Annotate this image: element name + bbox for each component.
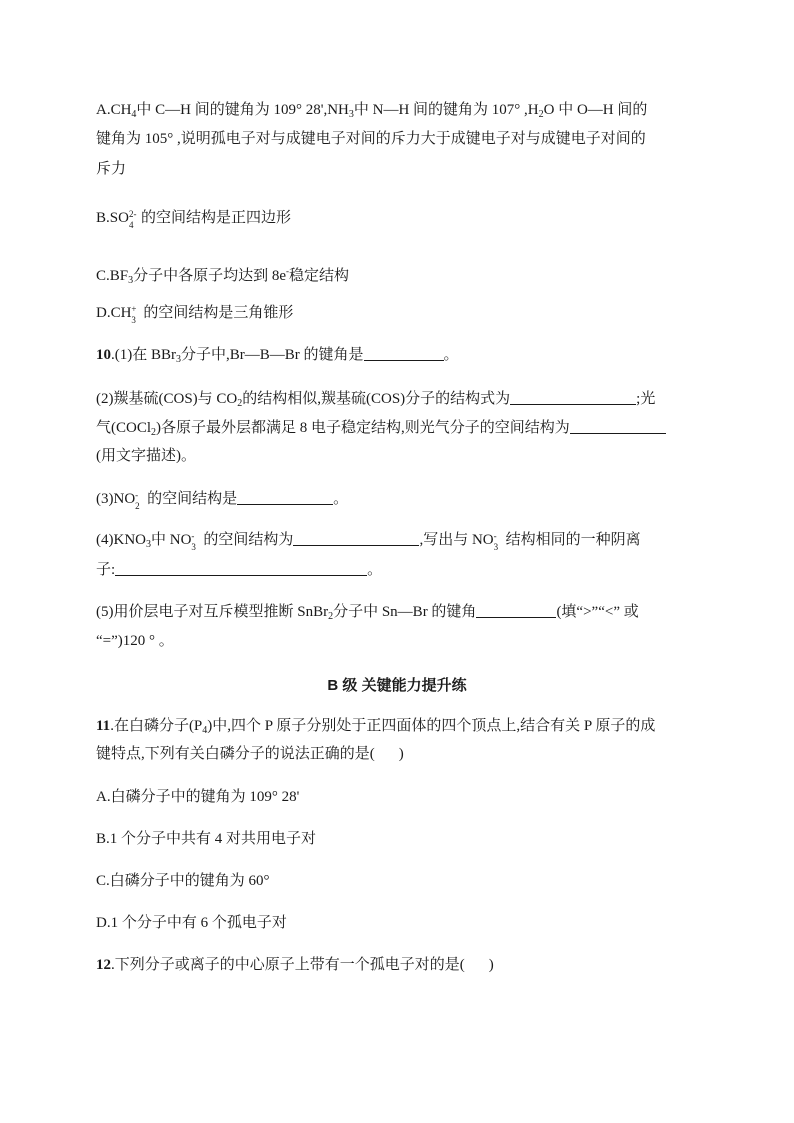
question-number: 10 <box>96 347 111 363</box>
text: (2)羰基硫(COS)与 CO <box>96 391 238 407</box>
text: 气(COCl <box>96 420 152 436</box>
subscript: 3 <box>348 109 354 120</box>
text: .在白磷分子(P <box>110 718 203 734</box>
q11-option-c: C.白磷分子中的键角为 60° <box>96 873 270 889</box>
charge-subscript <box>493 531 506 552</box>
text: 结构相同的一种阴离 <box>505 532 641 548</box>
q11-option-b: B.1 个分子中共有 4 对共用电子对 <box>96 831 317 847</box>
subscript: 4 <box>202 725 208 736</box>
text: 中 C—H 间的键角为 109° 28',NH <box>136 102 349 118</box>
q9-option-a-line1 <box>96 100 647 125</box>
q11-stem-line2 <box>96 744 404 764</box>
text: D.CH <box>96 305 132 321</box>
text: 的空间结构是 <box>147 491 238 507</box>
q10-part4-line2 <box>96 560 382 580</box>
text: 分子中各原子均达到 8e <box>133 268 287 284</box>
q10-part3 <box>96 489 348 509</box>
answer-blank-2b[interactable] <box>570 419 666 434</box>
q10-part2-line2 <box>96 418 666 443</box>
text: ;光 <box>636 391 656 407</box>
superscript: 2- <box>128 209 137 219</box>
superscript: - <box>493 531 497 541</box>
q10-part5-line1 <box>96 602 639 627</box>
subscript: 4 <box>128 220 134 230</box>
text: 。 <box>367 562 383 578</box>
charge-subscript <box>128 209 141 230</box>
q10-part5-line2: “=”)120 ° 。 <box>96 633 174 649</box>
text: 中 NO <box>151 532 192 548</box>
q11-option-d: D.1 个分子中有 6 个孤电子对 <box>96 915 287 931</box>
text: 子: <box>96 562 116 578</box>
text: 。 <box>333 491 349 507</box>
text: (4)KNO <box>96 532 146 548</box>
q11-option-a: A.白磷分子中的键角为 109° 28' <box>96 789 300 805</box>
q12-stem <box>96 955 494 975</box>
text: )各原子最外层都满足 8 电子稳定结构,则光气分子的空间结构为 <box>156 420 570 436</box>
text: 的空间结构是正四边形 <box>140 210 291 226</box>
subscript: 3 <box>176 354 181 365</box>
text: ) <box>398 746 404 762</box>
subscript: 2 <box>237 398 243 409</box>
superscript: + <box>131 304 137 314</box>
section-heading: B 级 关键能力提升练 <box>327 677 467 694</box>
answer-blank-3[interactable] <box>237 490 333 505</box>
text: C.BF <box>96 268 129 284</box>
text: B.SO <box>96 210 129 226</box>
text: )中,四个 P 原子分别处于正四面体的四个顶点上,结合有关 P 原子的成 <box>207 718 656 734</box>
subscript: 2 <box>135 501 140 511</box>
text: 的空间结构为 <box>203 532 294 548</box>
text: .下列分子或离子的中心原子上带有一个孤电子对的是( <box>111 957 465 973</box>
text: 。 <box>443 347 459 363</box>
answer-blank-5[interactable] <box>476 603 556 618</box>
q9-option-d <box>96 303 293 323</box>
text: 分子中,Br—B—Br 的键角是 <box>181 347 364 363</box>
q9-option-a-line2: 键角为 105° ,说明孤电子对与成键电子对间的斥力大于成键电子对与成键电子对间的 <box>96 131 646 147</box>
text: 的空间结构是三角锥形 <box>143 305 294 321</box>
question-number: 11 <box>96 718 111 734</box>
text: 稳定结构 <box>289 268 350 284</box>
superscript: - <box>191 531 195 541</box>
subscript: 2 <box>151 427 157 438</box>
text: ,写出与 NO <box>419 532 494 548</box>
text: 中 N—H 间的键角为 107° ,H <box>353 102 539 118</box>
text: A.CH <box>96 102 132 118</box>
q10-part1 <box>96 345 459 370</box>
q10-part2-line1 <box>96 389 655 414</box>
question-number: 12 <box>96 957 111 973</box>
answer-blank-4b[interactable] <box>115 561 367 576</box>
q9-option-b <box>96 208 291 228</box>
q10-part4-line1 <box>96 530 641 555</box>
answer-blank-4a[interactable] <box>293 531 419 546</box>
subscript: 4 <box>131 109 137 120</box>
q9-option-c <box>96 261 349 291</box>
q9-option-a-line3: 斥力 <box>96 161 127 177</box>
superscript: - <box>286 266 290 276</box>
text: 键特点,下列有关白磷分子的说法正确的是( <box>96 746 375 762</box>
answer-blank-1[interactable] <box>364 346 444 361</box>
text: 分子中 Sn—Br 的键角 <box>333 604 477 620</box>
subscript: 3 <box>128 275 134 286</box>
subscript: 3 <box>131 315 136 325</box>
subscript: 3 <box>493 542 499 552</box>
charge-subscript <box>191 531 203 552</box>
charge-subscript <box>131 304 143 325</box>
subscript: 3 <box>146 539 151 550</box>
subscript: 3 <box>191 542 196 552</box>
text: 的结构相似,羰基硫(COS)分子的结构式为 <box>242 391 511 407</box>
answer-blank-2a[interactable] <box>510 390 636 405</box>
charge-subscript <box>135 490 147 511</box>
superscript: - <box>135 490 139 500</box>
subscript: 2 <box>328 611 334 622</box>
text: O 中 O—H 间的 <box>543 102 648 118</box>
q11-stem-line1 <box>96 716 655 741</box>
text: (5)用价层电子对互斥模型推断 SnBr <box>96 604 329 620</box>
text: ) <box>488 957 494 973</box>
text: .(1)在 BBr <box>111 347 176 363</box>
subscript: 2 <box>538 109 544 120</box>
text: (填“>”“<” 或 <box>556 604 639 620</box>
q10-part2-line3: (用文字描述)。 <box>96 448 196 464</box>
text: (3)NO <box>96 491 136 507</box>
